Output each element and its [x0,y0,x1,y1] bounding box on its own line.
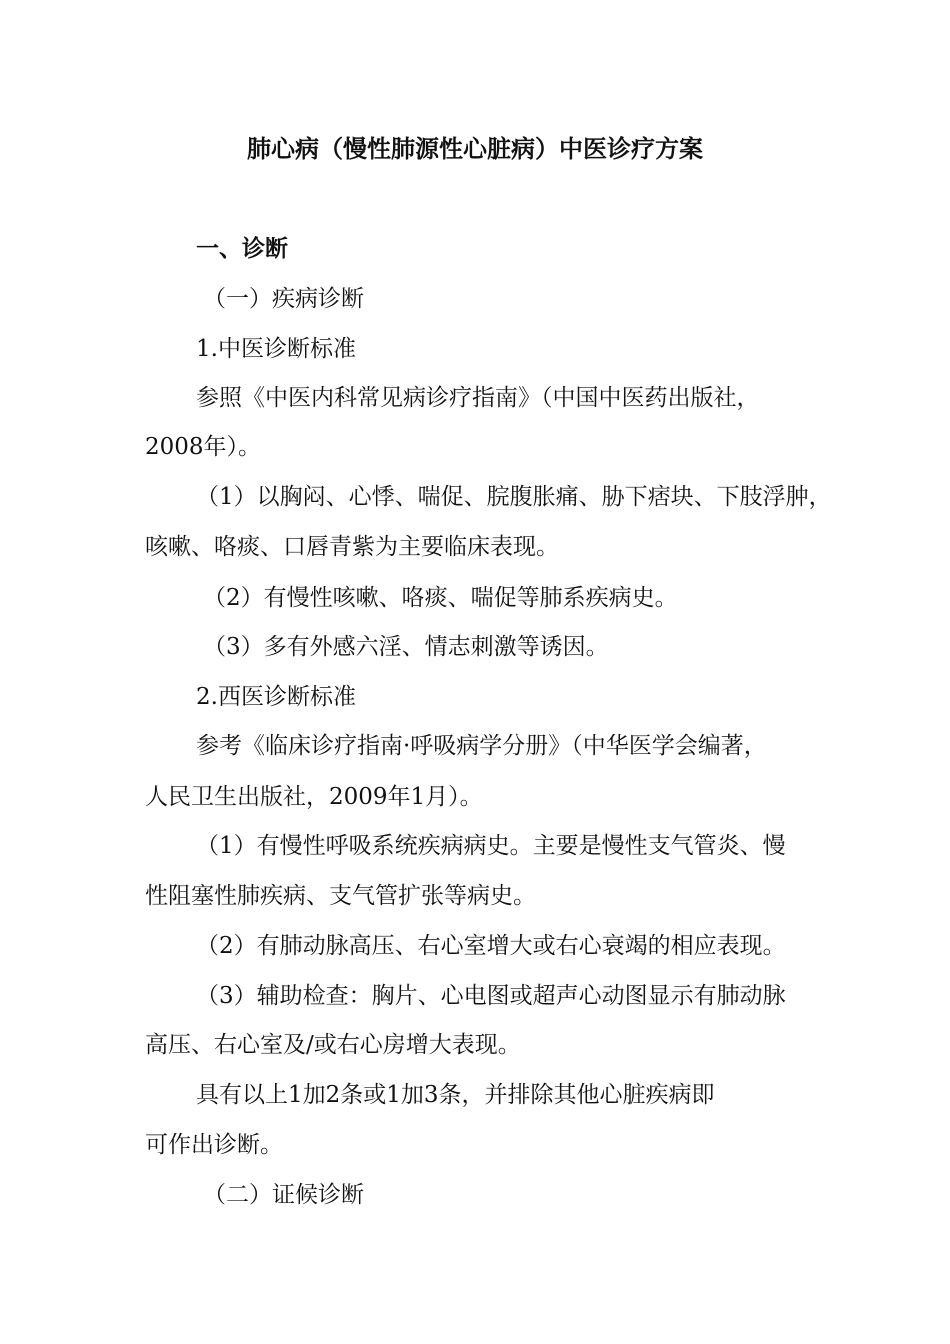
paragraph-line: 高压、右心室及/或右心房增大表现。 [145,1032,521,1058]
document-title: 肺心病（慢性肺源性心脏病）中医诊疗方案 [247,134,703,163]
paragraph-line: 性阻塞性肺疾病、支气管扩张等病史。 [145,883,536,909]
paragraph-line: 咳嗽、咯痰、口唇青紫为主要临床表现。 [145,534,559,560]
paragraph-line: 可作出诊断。 [145,1132,283,1158]
subsection-heading-syndrome-diagnosis: （二）证候诊断 [203,1182,364,1208]
paragraph-line: （3）辅助检查：胸片、心电图或超声心动图显示有肺动脉 [196,983,786,1009]
tcm-criteria-heading: 1.中医诊断标准 [196,336,356,362]
paragraph-line: 参照《中医内科常见病诊疗指南》（中国中医药出版社， [196,385,760,411]
western-criteria-heading: 2.西医诊断标准 [196,684,356,710]
paragraph-line: 参考《临床诊疗指南·呼吸病学分册》（中华医学会编著， [196,733,767,759]
paragraph-line: （2）有慢性咳嗽、咯痰、喘促等肺系疾病史。 [203,585,678,611]
paragraph-line: 2008年）。 [145,434,262,460]
paragraph-line: （1）有慢性呼吸系统疾病病史。主要是慢性支气管炎、慢 [196,833,786,859]
paragraph-line: （2）有肺动脉高压、右心室增大或右心衰竭的相应表现。 [196,933,786,959]
paragraph-line: 人民卫生出版社，2009年1月）。 [145,784,483,810]
paragraph-line: （1）以胸闷、心悸、喘促、脘腹胀痛、胁下痞块、下肢浮肿， [196,484,832,510]
subsection-heading-disease-diagnosis: （一）疾病诊断 [203,286,364,312]
paragraph-line: 具有以上1加2条或1加3条，并排除其他心脏疾病即 [196,1082,715,1108]
paragraph-line: （3）多有外感六淫、情志刺激等诱因。 [203,634,609,660]
section-heading: 一、诊断 [196,235,288,262]
